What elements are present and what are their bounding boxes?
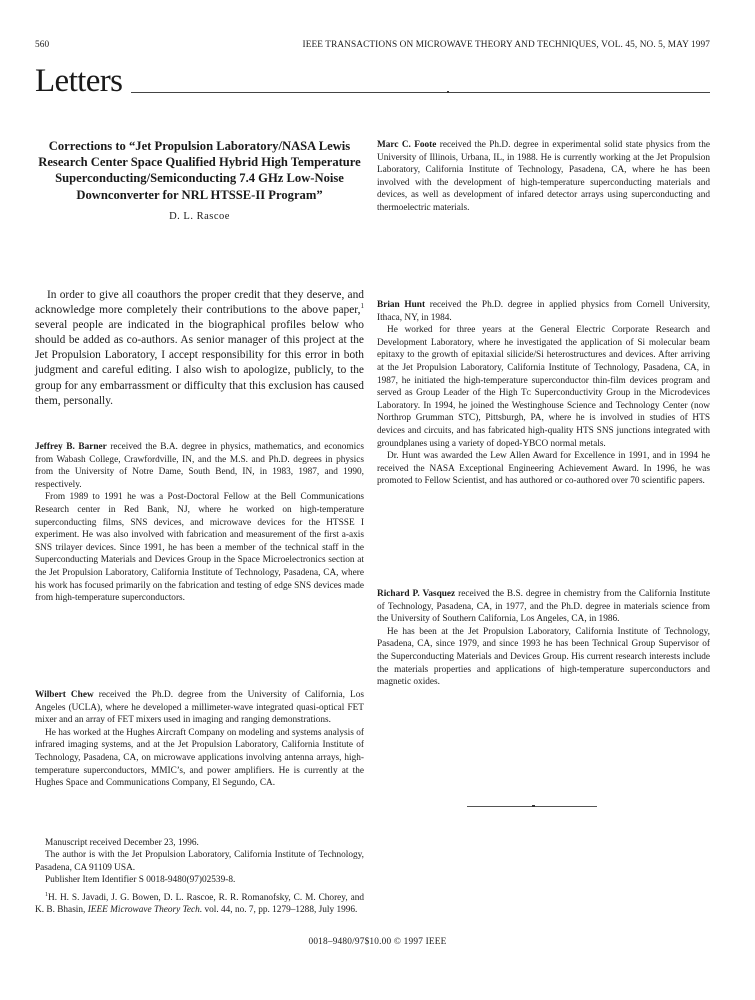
bio-name: Richard P. Vasquez: [377, 589, 456, 599]
bio-foote: [377, 139, 710, 215]
publisher-item-id: Publisher Item Identifier S 0018-9480(97)02539-8.: [45, 875, 236, 886]
end-rule-mark: [532, 805, 535, 807]
bio-text: received the Ph.D. degree in applied physics from Cornell University, Ithaca, NY, in 1984.: [377, 300, 710, 323]
bio-text: received the B.A. degree in physics, mathematics, and economics from Wabash College, Crawfordville, IN, and the M.S. and Ph.D. degrees in physics from the University of Notre Dame, South Bend, IN, in 1983, 1987, and 1990, respectively.: [35, 442, 364, 490]
letter-author: D. L. Rascoe: [169, 211, 230, 222]
bio-text: He worked for three years at the General Electric Corporate Research and Development Laboratory, where he investigated the application of Si molecular beam epitaxy to the growth of epitaxial silicide/Si heterostructures and devices. After arriving at the Jet Propulsion Laboratory, California Institute of Technology, Pasadena, CA, in 1987, he initiated the high-temperature superconductor thin-film devices program and served as Group Leader of the High Tᴄ Superconductivity Group in the Microdevices Laboratory. In 1994, he joined the Westinghouse Science and Technology Center (now Northrop Grumman STC), Pittsburgh, PA, where he is involved in studies of HTS devices and circuits, and has fabricated high-quality HTS SNS junctions integrated with groundplanes using a variety of doped-YBCO normal metals.: [377, 325, 710, 449]
bio-text: received the Ph.D. degree in experimental solid state physics from the University of Illinois, Urbana, IL, in 1988. He is currently working at the Jet Propulsion Laboratory, California Institute of Technology, Pasadena, CA, where he has been involved with the development of high-temperature superconducting materials and devices, as well as development of infared detector arrays using superconducting and thermoelectric materials.: [377, 140, 710, 213]
running-head: [35, 40, 710, 54]
bio-text: Dr. Hunt was awarded the Lew Allen Award for Excellence in 1991, and in 1994 he received the NASA Exceptional Engineering Achievement Award. In 1996, he was promoted to Fellow Scientist, and has authored or co-authored over 70 scientific papers.: [377, 451, 710, 487]
ref-journal: IEEE Microwave Theory Tech.: [87, 905, 203, 916]
journal-title: IEEE TRANSACTIONS ON MICROWAVE THEORY AND TECHNIQUES, VOL. 45, NO. 5, MAY 1997: [302, 40, 710, 50]
letter-body-text-1: In order to give all coauthors the proper credit that they deserve, and acknowledge more completely their contributions to the above paper,: [35, 289, 364, 317]
footnote-mark: 1: [360, 302, 364, 311]
bio-text: He has worked at the Hughes Aircraft Company on modeling and systems analysis of infrared imaging systems, and at the Jet Propulsion Laboratory, California Institute of Technology, Pasadena, CA, on microwave applications involving antenna arrays, high-temperature superconductors, MMIC’s, and power amplifiers. He is currently at the Hughes Space and Communications Company, El Segundo, CA.: [35, 727, 364, 789]
bio-text: received the Ph.D. degree from the University of California, Los Angeles (UCLA), where he developed a millimeter-wave integrated quasi-optical FET mixer and an array of FET mixers used in imaging and ranging demonstrations.: [35, 690, 364, 726]
footnotes: [35, 837, 364, 916]
author-affiliation: The author is with the Jet Propulsion Laboratory, California Institute of Technology, Pasadena, CA 91109 USA.: [35, 850, 364, 873]
bio-chew: [35, 689, 364, 790]
section-heading: [35, 64, 710, 98]
bio-text: From 1989 to 1991 he was a Post-Doctoral Fellow at the Bell Communications Research center in Red Bank, NJ, where he worked on high-temperature superconducting films, SNS devices, and microwave devices for the HTSSE I experiment. He was also involved with fabrication and measurement of the first a-axis SNS trilayer devices. Since 1991, he has been a member of the technical staff in the Superconducting Materials and Devices Group in the Space Microelectronics section at the Jet Propulsion Laboratory, California Institute of Technology, Pasadena, CA, where his work has focused primarily on the fabrication and testing of edge SNS devices made from high-temperature superconductors.: [35, 492, 364, 604]
ref-authors: H. H. S. Javadi, J. G. Bowen, D. L. Rascoe, R. R. Romanofsky, C. M. Chorey, and K. B. Bhasin,: [35, 892, 364, 916]
letter-title: Corrections to “Jet Propulsion Laboratory/NASA Lewis Research Center Space Qualified Hybrid High Temperature Superconducting/Semiconducting 7.4 GHz Low-Noise Downconverter for NRL HTSSE-II Program”: [38, 139, 361, 202]
section-rule-mark: [447, 91, 449, 93]
footnote-ref-mark: 1: [45, 891, 48, 898]
bio-vasquez: [377, 588, 710, 689]
copyright-line: 0018–9480/97$10.00 © 1997 IEEE: [308, 937, 447, 947]
bio-name: Wilbert Chew: [35, 690, 94, 700]
bio-barner: [35, 441, 364, 605]
bio-text: received the B.S. degree in chemistry from the California Institute of Technology, Pasadena, CA, in 1977, and the Ph.D. degree in materials science from the University of Southern California, Los Angeles, CA, in 1986.: [377, 589, 711, 625]
letter-body: [35, 288, 364, 409]
manuscript-received: Manuscript received December 23, 1996.: [45, 838, 199, 848]
section-title: Letters: [35, 63, 123, 99]
footnote-reference: [35, 892, 364, 917]
letter-body-text-2: several people are indicated in the biographical profiles below who should be added as co-authors. As senior manager of this project at the Jet Propulsion Laboratory, I accept responsibility for this error in both judgment and careful editing. I also wish to apologize, publicly, to the group for any embarrassment or difficulty that this exclusion has caused them, personally.: [35, 319, 364, 407]
section-rule: [131, 92, 710, 93]
page-number: 560: [35, 40, 50, 50]
ref-details: vol. 44, no. 7, pp. 1279–1288, July 1996.: [202, 905, 358, 916]
bio-name: Jeffrey B. Barner: [35, 442, 107, 452]
bio-text: He has been at the Jet Propulsion Laboratory, California Institute of Technology, Pasadena, CA, since 1979, and since 1993 he has been Technical Group Supervisor of the Superconducting Materials and Devices Group. His current research interests include the materials properties and applications of high-temperature superconductors and magnetic oxides.: [377, 626, 710, 688]
bio-name: Brian Hunt: [377, 300, 426, 310]
bio-hunt: [377, 299, 710, 488]
bio-name: Marc C. Foote: [377, 140, 437, 150]
